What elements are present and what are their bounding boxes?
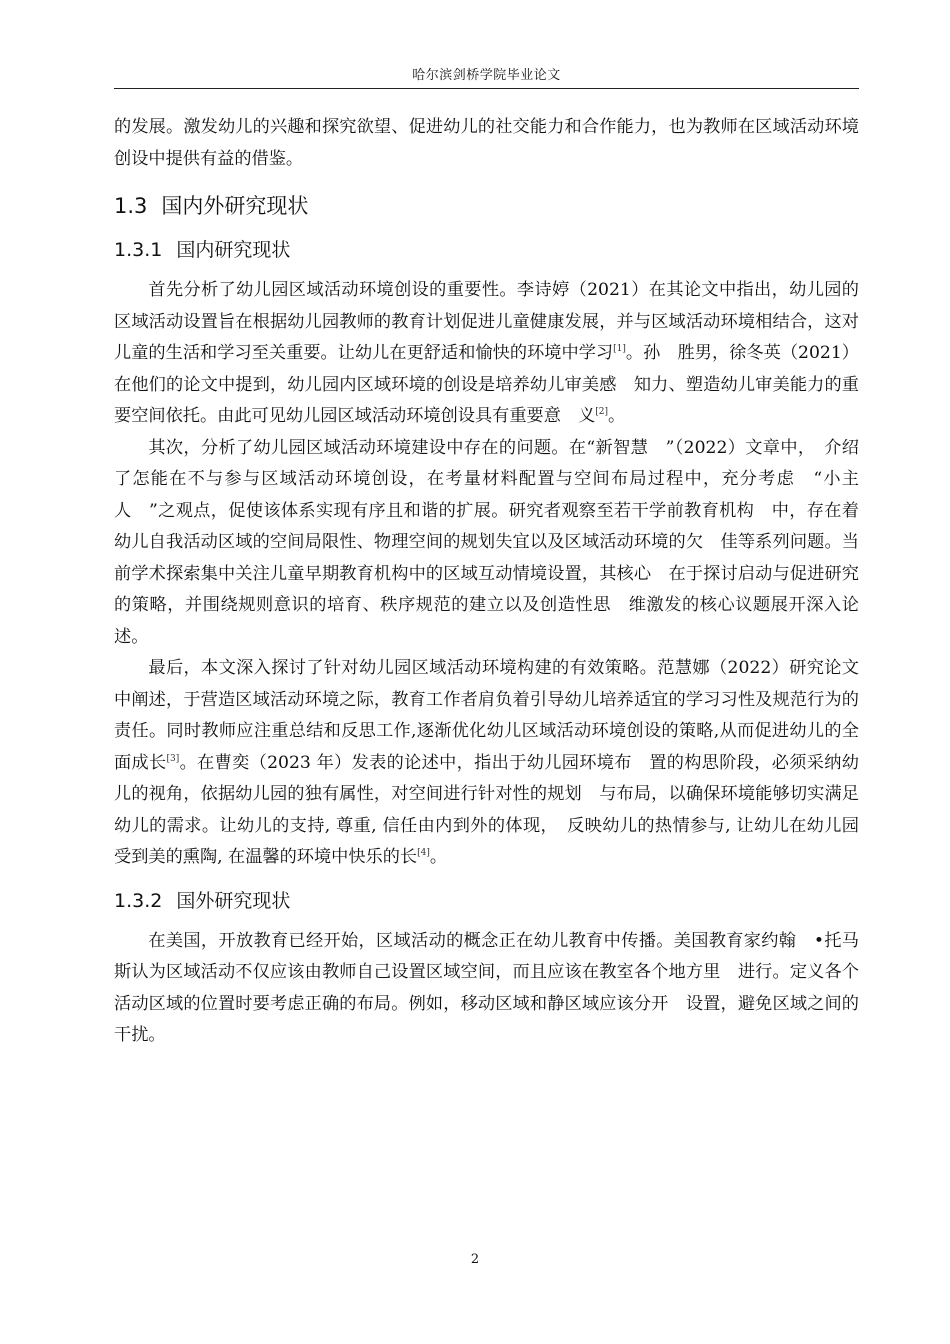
paragraph-text: 。 <box>608 406 626 426</box>
domestic-paragraph-1 <box>114 275 859 433</box>
paragraph-text: 。孙 胜男，徐冬英（2021）在他们的论文中提到，幼儿园内区域环境的创设是培养幼儿审美感 知力、塑造幼儿审美能力的重要空间依托。由此可见幼儿园区域活动环境创设具有重要意 义 <box>114 343 859 426</box>
citation-ref: [3] <box>166 753 180 764</box>
citation-ref: [4] <box>417 848 430 858</box>
section-number: 1.3.2 <box>114 889 163 912</box>
paragraph-text: 。在曹奕（2023 年）发表的论述中，指出于幼儿园环境布 置的构思阶段，必须采纳幼儿的视角，依据幼儿园的独有属性，对空间进行针对性的规划 与布局，以确保环境能够切实满足幼儿的需求。让幼儿的支持, 尊重, 信任由内到外的体现， 反映幼儿的热情参与, 让幼儿在幼儿园受到美的熏陶, 在温馨的环境中快乐的长 <box>114 752 859 867</box>
section-heading-1-3-2 <box>114 886 859 916</box>
citation-ref: [1] <box>613 344 626 354</box>
paragraph-text: 最后，本文深入探讨了针对幼儿园区域活动环境构建的有效策略。范慧娜（2022）研究论文中阐述，于营造区域活动环境之际，教育工作者肩负着引导幼儿培养适宜的学习习性及规范行为的责任。同时教师应注重总结和反思工作,逐渐优化幼儿区域活动环境创设的策略,从而促进幼儿的全面成长 <box>114 658 859 773</box>
section-title: 国外研究现状 <box>176 889 291 912</box>
domestic-paragraph-2: 其次，分析了幼儿园区域活动环境建设中存在的问题。在“新智慧 ”（2022）文章中， 介绍了怎能在不与参与区域活动环境创设，在考量材料配置与空间布局过程中，充分考虑 “小主人 ”之观点，促使该体系实现有序且和谐的扩展。研究者观察至若干学前教育机构 中，存在着幼儿自我活动区域的空间局限性、物理空间的规划失宜以及区域活动环境的欠 佳等系列问题。当前学术探索集中关注儿童早期教育机构中的区域互动情境设置，其核心 在于探讨启动与促进研究的策略，并围绕规则意识的培育、秩序规范的建立以及创造性思 维激发的核心议题展开深入论述。 <box>114 437 859 647</box>
section-number: 1.3 <box>114 194 148 218</box>
citation-ref: [2] <box>595 407 609 417</box>
domestic-paragraph-3 <box>114 653 859 874</box>
page-body <box>114 112 859 1052</box>
paragraph-text: 首先分析了幼儿园区域活动环境创设的重要性。李诗婷（2021）在其论文中指出，幼儿园的区域活动设置旨在根据幼儿园教师的教育计划促进儿童健康发展，并与区域活动环境相结合，这对儿童的生活和学习至关重要。让幼儿在更舒适和愉快的环境中学习 <box>114 280 859 363</box>
running-header: 哈尔滨剑桥学院毕业论文 <box>412 68 561 83</box>
section-title: 国内研究现状 <box>176 239 291 261</box>
foreign-paragraph-1: 在美国，开放教育已经开始，区域活动的概念正在幼儿教育中传播。美国教育家约翰 •托马斯认为区域活动不仅应该由教师自己设置区域空间，而且应该在教室各个地方里 进行。定义各个活动区域的位置时要考虑正确的布局。例如，移动区域和静区域应该分开 设置，避免区域之间的干扰。 <box>114 930 859 1045</box>
header-divider <box>114 88 859 89</box>
section-title: 国内外研究现状 <box>161 194 309 218</box>
page-number: 2 <box>470 1252 480 1267</box>
paragraph-text: 。 <box>429 847 448 867</box>
section-number: 1.3.1 <box>114 239 163 261</box>
section-heading-1-3-1 <box>114 235 859 265</box>
section-heading-1-3 <box>114 189 859 223</box>
intro-paragraph: 的发展。激发幼儿的兴趣和探究欲望、促进幼儿的社交能力和合作能力，也为教师在区域活动环境创设中提供有益的借鉴。 <box>114 117 859 169</box>
